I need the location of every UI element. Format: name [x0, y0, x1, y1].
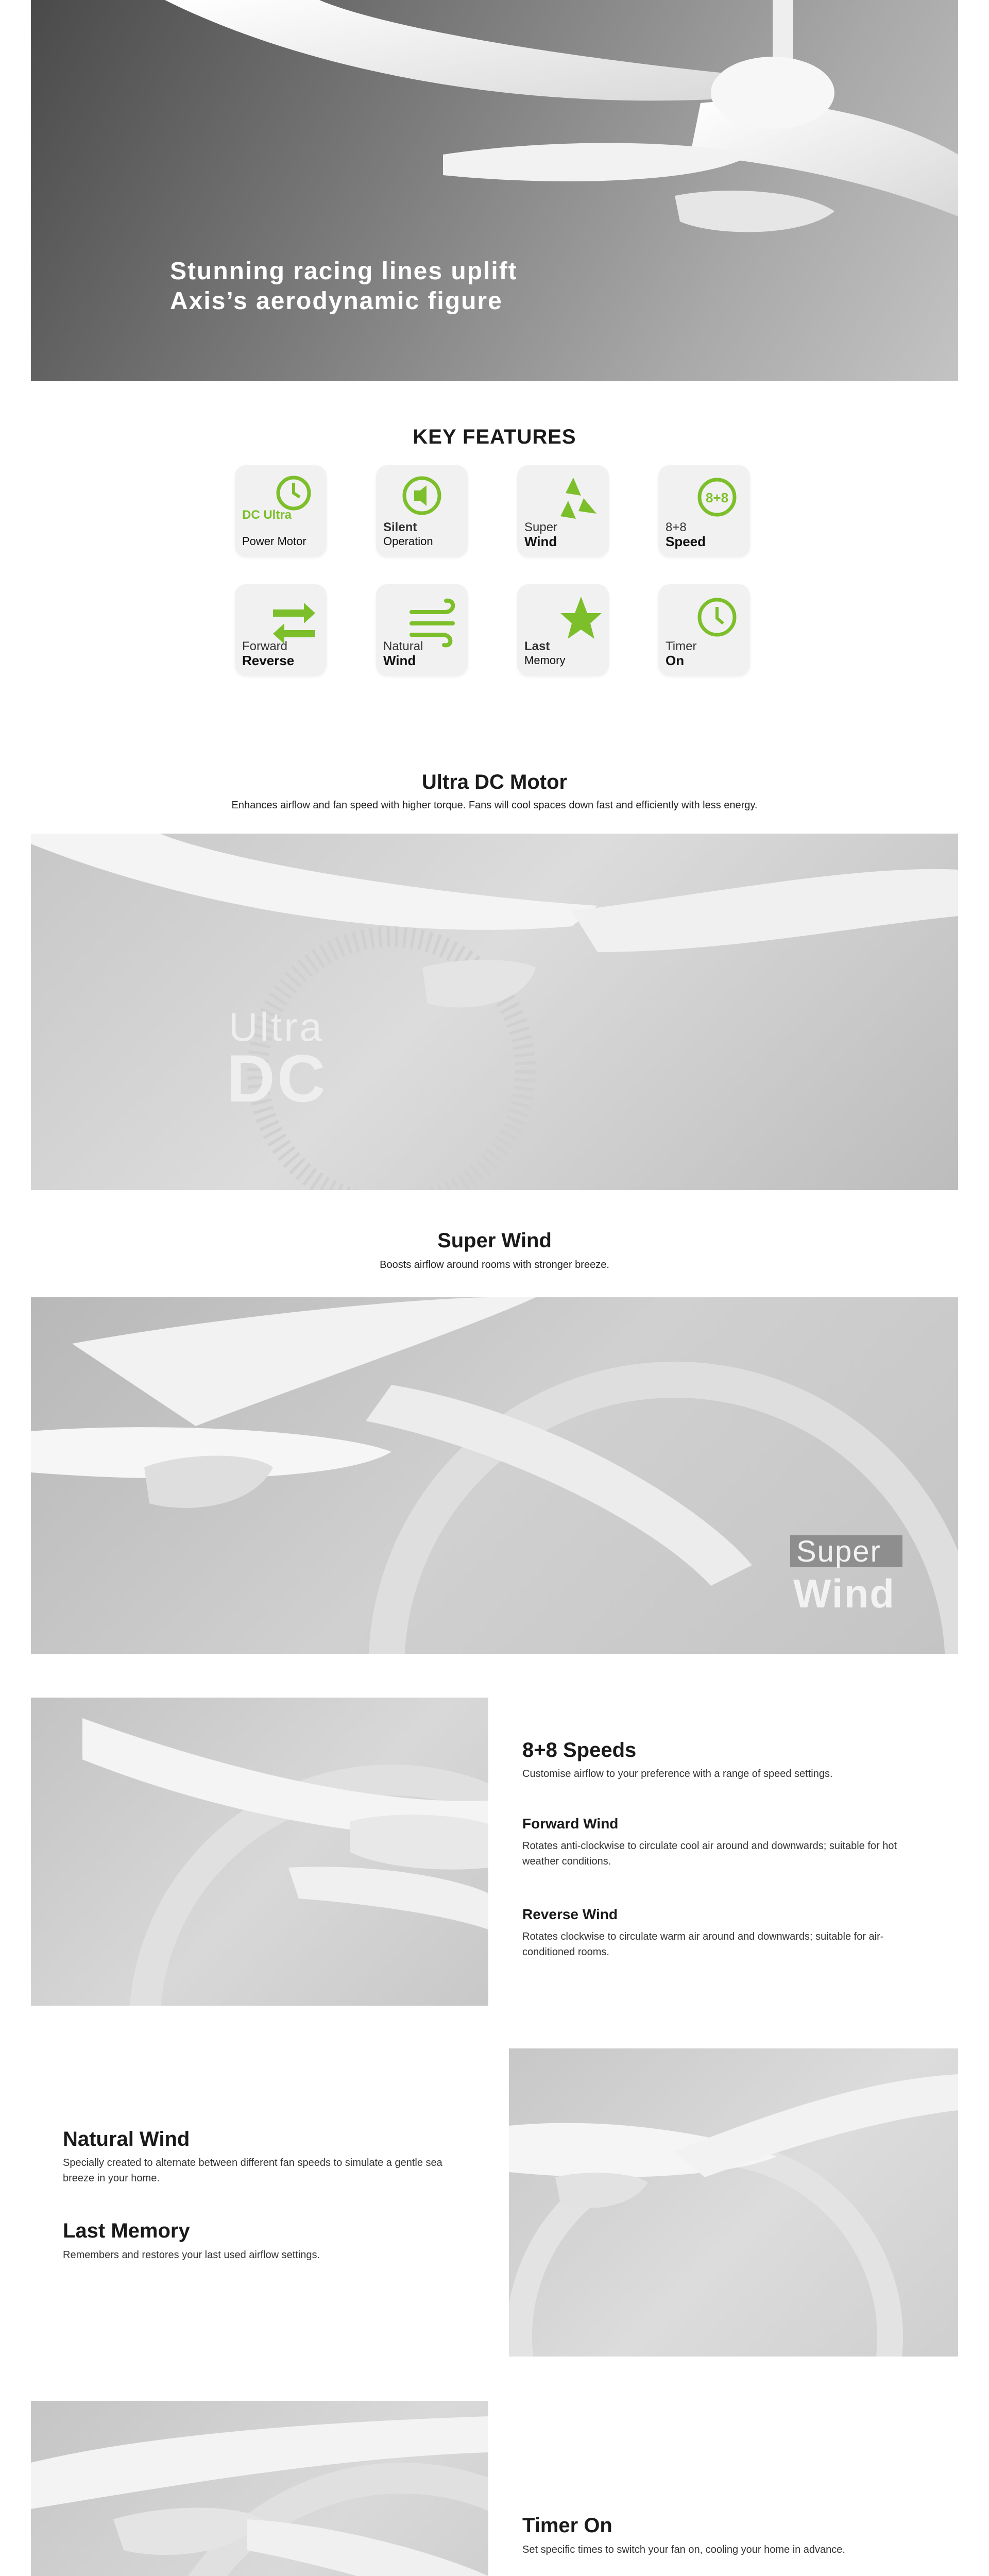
timer-image	[31, 2401, 488, 2576]
feature-tile-timer	[658, 584, 750, 676]
tile-label-2: On	[666, 653, 685, 668]
last-memory-title: Last Memory	[63, 2219, 190, 2242]
hero-line-2: Axis’s aerodynamic figure	[170, 287, 503, 315]
speeds-image	[31, 1698, 488, 2006]
ultra-dc-image	[31, 834, 958, 1190]
tile-label-2: Wind	[383, 653, 416, 668]
tile-label-2: Operation	[383, 535, 433, 548]
tile-label-2: Reverse	[242, 653, 295, 668]
ultra-dc-title: Ultra DC Motor	[421, 771, 568, 793]
ultra-dc-badge-bottom: DC	[227, 1041, 328, 1116]
fan-blades-image	[31, 2401, 488, 2576]
feature-tile-last-memory	[517, 584, 609, 676]
tile-label-2: Wind	[524, 534, 557, 549]
super-wind-title: Super Wind	[437, 1229, 552, 1252]
feature-tile-forward-reverse	[235, 584, 327, 676]
forward-wind-title: Forward Wind	[522, 1816, 619, 1832]
ultra-dc-badge-top: Ultra	[229, 1004, 324, 1049]
reverse-wind-title: Reverse Wind	[522, 1906, 618, 1922]
reverse-wind-text: Rotates clockwise to circulate warm air around and downwards; suitable for air-conditioned rooms.	[522, 1931, 884, 1958]
feature-tile-natural-wind	[376, 584, 468, 676]
key-features-title: KEY FEATURES	[413, 426, 576, 448]
tile-label-1: Silent	[383, 520, 417, 534]
tile-label-1: 8+8	[666, 520, 687, 534]
tile-label-1: Super	[524, 520, 558, 534]
speeds-text: Customise airflow to your preference with a range of speed settings.	[522, 1768, 833, 1780]
svg-text:8+8: 8+8	[705, 490, 729, 505]
tile-label-2: Power Motor	[242, 535, 306, 548]
hero-line-1: Stunning racing lines uplift	[170, 258, 518, 285]
super-wind-image	[31, 1297, 958, 1654]
natural-wind-title: Natural Wind	[63, 2128, 190, 2150]
tile-label-2: Memory	[524, 654, 566, 667]
fan-blades-image	[509, 2048, 958, 2357]
ultra-dc-subtitle: Enhances airflow and fan speed with higher torque. Fans will cool spaces down fast and efficiently with less energy.	[231, 800, 758, 811]
feature-tile-silent	[376, 465, 468, 557]
fan-blades-image	[31, 1698, 488, 2006]
timer-text: Set specific times to switch your fan on, cooling your home in advance.	[522, 2544, 845, 2555]
natural-wind-image	[509, 2048, 958, 2357]
tile-label-1: Timer	[666, 639, 697, 653]
last-memory-text: Remembers and restores your last used airflow settings.	[63, 2249, 320, 2261]
hero-headline	[170, 257, 518, 316]
tile-label-1: DC Ultra	[242, 508, 292, 522]
tile-label-1: Natural	[383, 639, 423, 653]
forward-wind-text: Rotates anti-clockwise to circulate cool air around and downwards; suitable for hot weather conditions.	[522, 1840, 897, 1867]
feature-tile-speed	[658, 465, 750, 557]
tile-label-2: Speed	[666, 534, 706, 549]
timer-title: Timer On	[522, 2514, 612, 2537]
speeds-title: 8+8 Speeds	[522, 1739, 637, 1761]
hero-banner	[31, 0, 958, 381]
super-wind-badge-top: Super	[796, 1535, 881, 1568]
feature-tile-dc-motor	[235, 465, 327, 557]
super-wind-subtitle: Boosts airflow around rooms with stronger breeze.	[380, 1259, 609, 1270]
tile-label-1: Forward	[242, 639, 288, 653]
feature-tile-super-wind	[517, 465, 609, 557]
fan-blades-image	[31, 0, 958, 381]
natural-wind-text: Specially created to alternate between different fan speeds to simulate a gentle sea breeze in your home.	[63, 2157, 442, 2184]
super-wind-badge-bottom: Wind	[793, 1571, 895, 1616]
tile-label-1: Last	[524, 639, 550, 653]
fan-blades-image	[31, 834, 958, 1190]
